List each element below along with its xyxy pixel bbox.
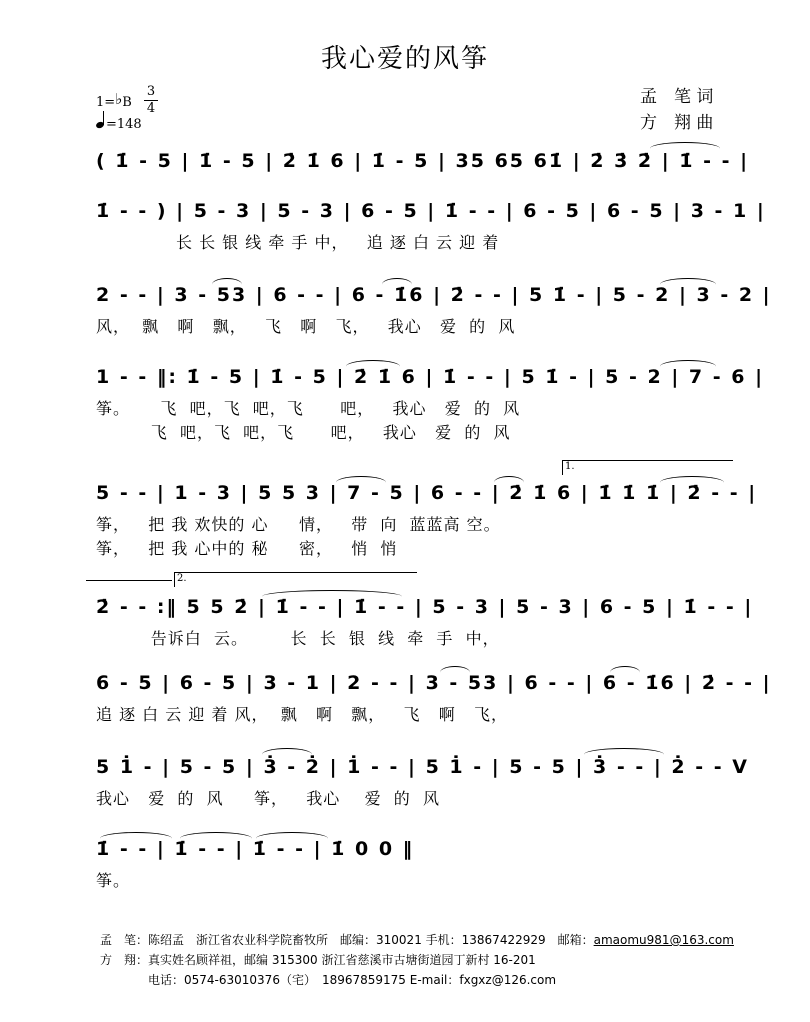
key-prefix: 1= bbox=[96, 95, 116, 110]
notes-line: 2̇ - - :‖ 5 5 2̇ | 1̇ - - | 1̇ - - | 5 - 3 | 5 - 3 | 6 - 5 | 1̇ - - | bbox=[96, 596, 754, 618]
slur-mark bbox=[660, 360, 716, 373]
tempo-marking bbox=[96, 116, 142, 132]
slur-mark bbox=[660, 476, 724, 489]
footer-phone-email: 电话：0574-63010376（宅） 18967859175 E-mail：fxgxz@126.com bbox=[148, 973, 557, 987]
time-bottom: 4 bbox=[144, 100, 158, 117]
lyrics-line: 告诉白 云。 长 长 银 线 牵 手 中， bbox=[96, 629, 500, 648]
lyrics-line: 追 逐 白 云 迎 着 风， 飘 啊 飘， 飞 啊 飞， bbox=[96, 705, 508, 724]
slur-mark bbox=[660, 278, 716, 291]
slur-mark bbox=[440, 666, 470, 679]
notes-line: 5 1̇ - | 5 - 5 | 3̇ - 2̇ | 1̇ - - | 5 1̇ - | 5 - 5 | 3̇ - - | 2̇ - - V bbox=[96, 756, 749, 778]
volta-2: 2. bbox=[174, 572, 417, 587]
slur-mark bbox=[494, 476, 524, 489]
footer-line-1 bbox=[100, 930, 734, 950]
footer-label-lyricist: 孟 笔： bbox=[100, 933, 149, 947]
song-title: 我心爱的风筝 bbox=[320, 44, 489, 74]
flat-sign: ♭ bbox=[115, 90, 123, 108]
lyricist-credit: 孟 笔 词 bbox=[640, 87, 714, 107]
lyrics-line: 长 长 银 线 牵 手 中， 追 逐 白 云 迎 着 bbox=[176, 233, 500, 252]
slur-mark bbox=[262, 748, 312, 761]
time-signature bbox=[144, 84, 158, 117]
lyrics-line: 筝， 把 我 欢快的 心 情， 带 向 蓝蓝高 空。 bbox=[96, 515, 501, 534]
slur-mark bbox=[346, 360, 400, 373]
notes-line: 5 - - | 1 - 3 | 5 5 3 | 7 - 5 | 6 - - | 2̇ 1̇ 6 | 1̇ 1̇ 1̇ | 2̇ - - | bbox=[96, 482, 758, 504]
footer-line-3 bbox=[100, 970, 734, 990]
notes-line: 1 - - ‖: 1̇ - 5 | 1̇ - 5 | 2̇ 1̇ 6 | 1̇ - - | 5 1̇ - | 5 - 2 | 7 - 6 | bbox=[96, 366, 765, 388]
key-note: B bbox=[122, 95, 132, 110]
footer-composer-info: 真实姓名顾祥祖，邮编 315300 浙江省慈溪市古塘街道园丁新村 16-201 bbox=[148, 953, 536, 967]
lyrics-line: 筝。 飞 吧，飞 吧，飞 吧， 我心 爱 的 风 bbox=[96, 399, 521, 418]
slur-mark bbox=[262, 590, 402, 603]
footer-line-2 bbox=[100, 950, 734, 970]
lyrics-line: 我心 爱 的 风 筝， 我心 爱 的 风 bbox=[96, 789, 440, 808]
volta-1: 1. bbox=[562, 460, 733, 475]
slur-mark bbox=[610, 666, 640, 679]
lyrics-line-2: 飞 吧，飞 吧，飞 吧， 我心 爱 的 风 bbox=[96, 423, 511, 442]
lyrics-line: 风， 飘 啊 飘， 飞 啊 飞， 我心 爱 的 风 bbox=[96, 317, 516, 336]
time-top: 3 bbox=[146, 84, 156, 99]
slur-mark bbox=[382, 278, 412, 291]
slur-mark bbox=[584, 748, 664, 761]
notes-line: 6 - 5 | 6 - 5 | 3 - 1 | 2 - - | 3 - 53 | 6 - - | 6 - 1̇6 | 2̇ - - | bbox=[96, 672, 772, 694]
slur-mark bbox=[336, 476, 386, 489]
tempo-value: =148 bbox=[106, 117, 142, 132]
contact-footer bbox=[100, 930, 734, 990]
footer-label-composer: 方 翔： bbox=[100, 953, 149, 967]
lyrics-line-2: 筝， 把 我 心中的 秘 密， 悄 悄 bbox=[96, 539, 398, 558]
notes-line: 1̇ - - ) | 5 - 3 | 5 - 3 | 6 - 5 | 1̇ - - | 6 - 5 | 6 - 5 | 3 - 1 | bbox=[96, 200, 766, 222]
slur-mark bbox=[212, 278, 242, 291]
composer-credit: 方 翔 曲 bbox=[640, 113, 714, 133]
key-line bbox=[96, 92, 132, 110]
slur-mark bbox=[650, 142, 720, 155]
footer-lyricist-info: 陈绍孟 浙江省农业科学院畜牧所 邮编：310021 手机：13867422929 邮箱： bbox=[148, 933, 594, 947]
credits bbox=[640, 84, 713, 136]
notes-line: 2 - - | 3 - 53 | 6 - - | 6 - 1̇6 | 2̇ - - | 5 1̇ - | 5 - 2 | 3 - 2 | bbox=[96, 284, 772, 306]
lyrics-line: 筝。 bbox=[96, 871, 131, 890]
quarter-note-icon bbox=[96, 116, 106, 128]
notes-line: 1̇ - - | 1̇ - - | 1̇ - - | 1̇ 0 0 ‖ bbox=[96, 838, 415, 860]
lyricist-email-link[interactable]: amaomu981@163.com bbox=[593, 933, 734, 947]
notes-line: ( 1̇ - 5 | 1̇ - 5 | 2̇ 1̇ 6 | 1̇ - 5 | 35 65 61̇ | 2̇ 3̇ 2̇ | 1̇ - - | bbox=[96, 150, 750, 172]
